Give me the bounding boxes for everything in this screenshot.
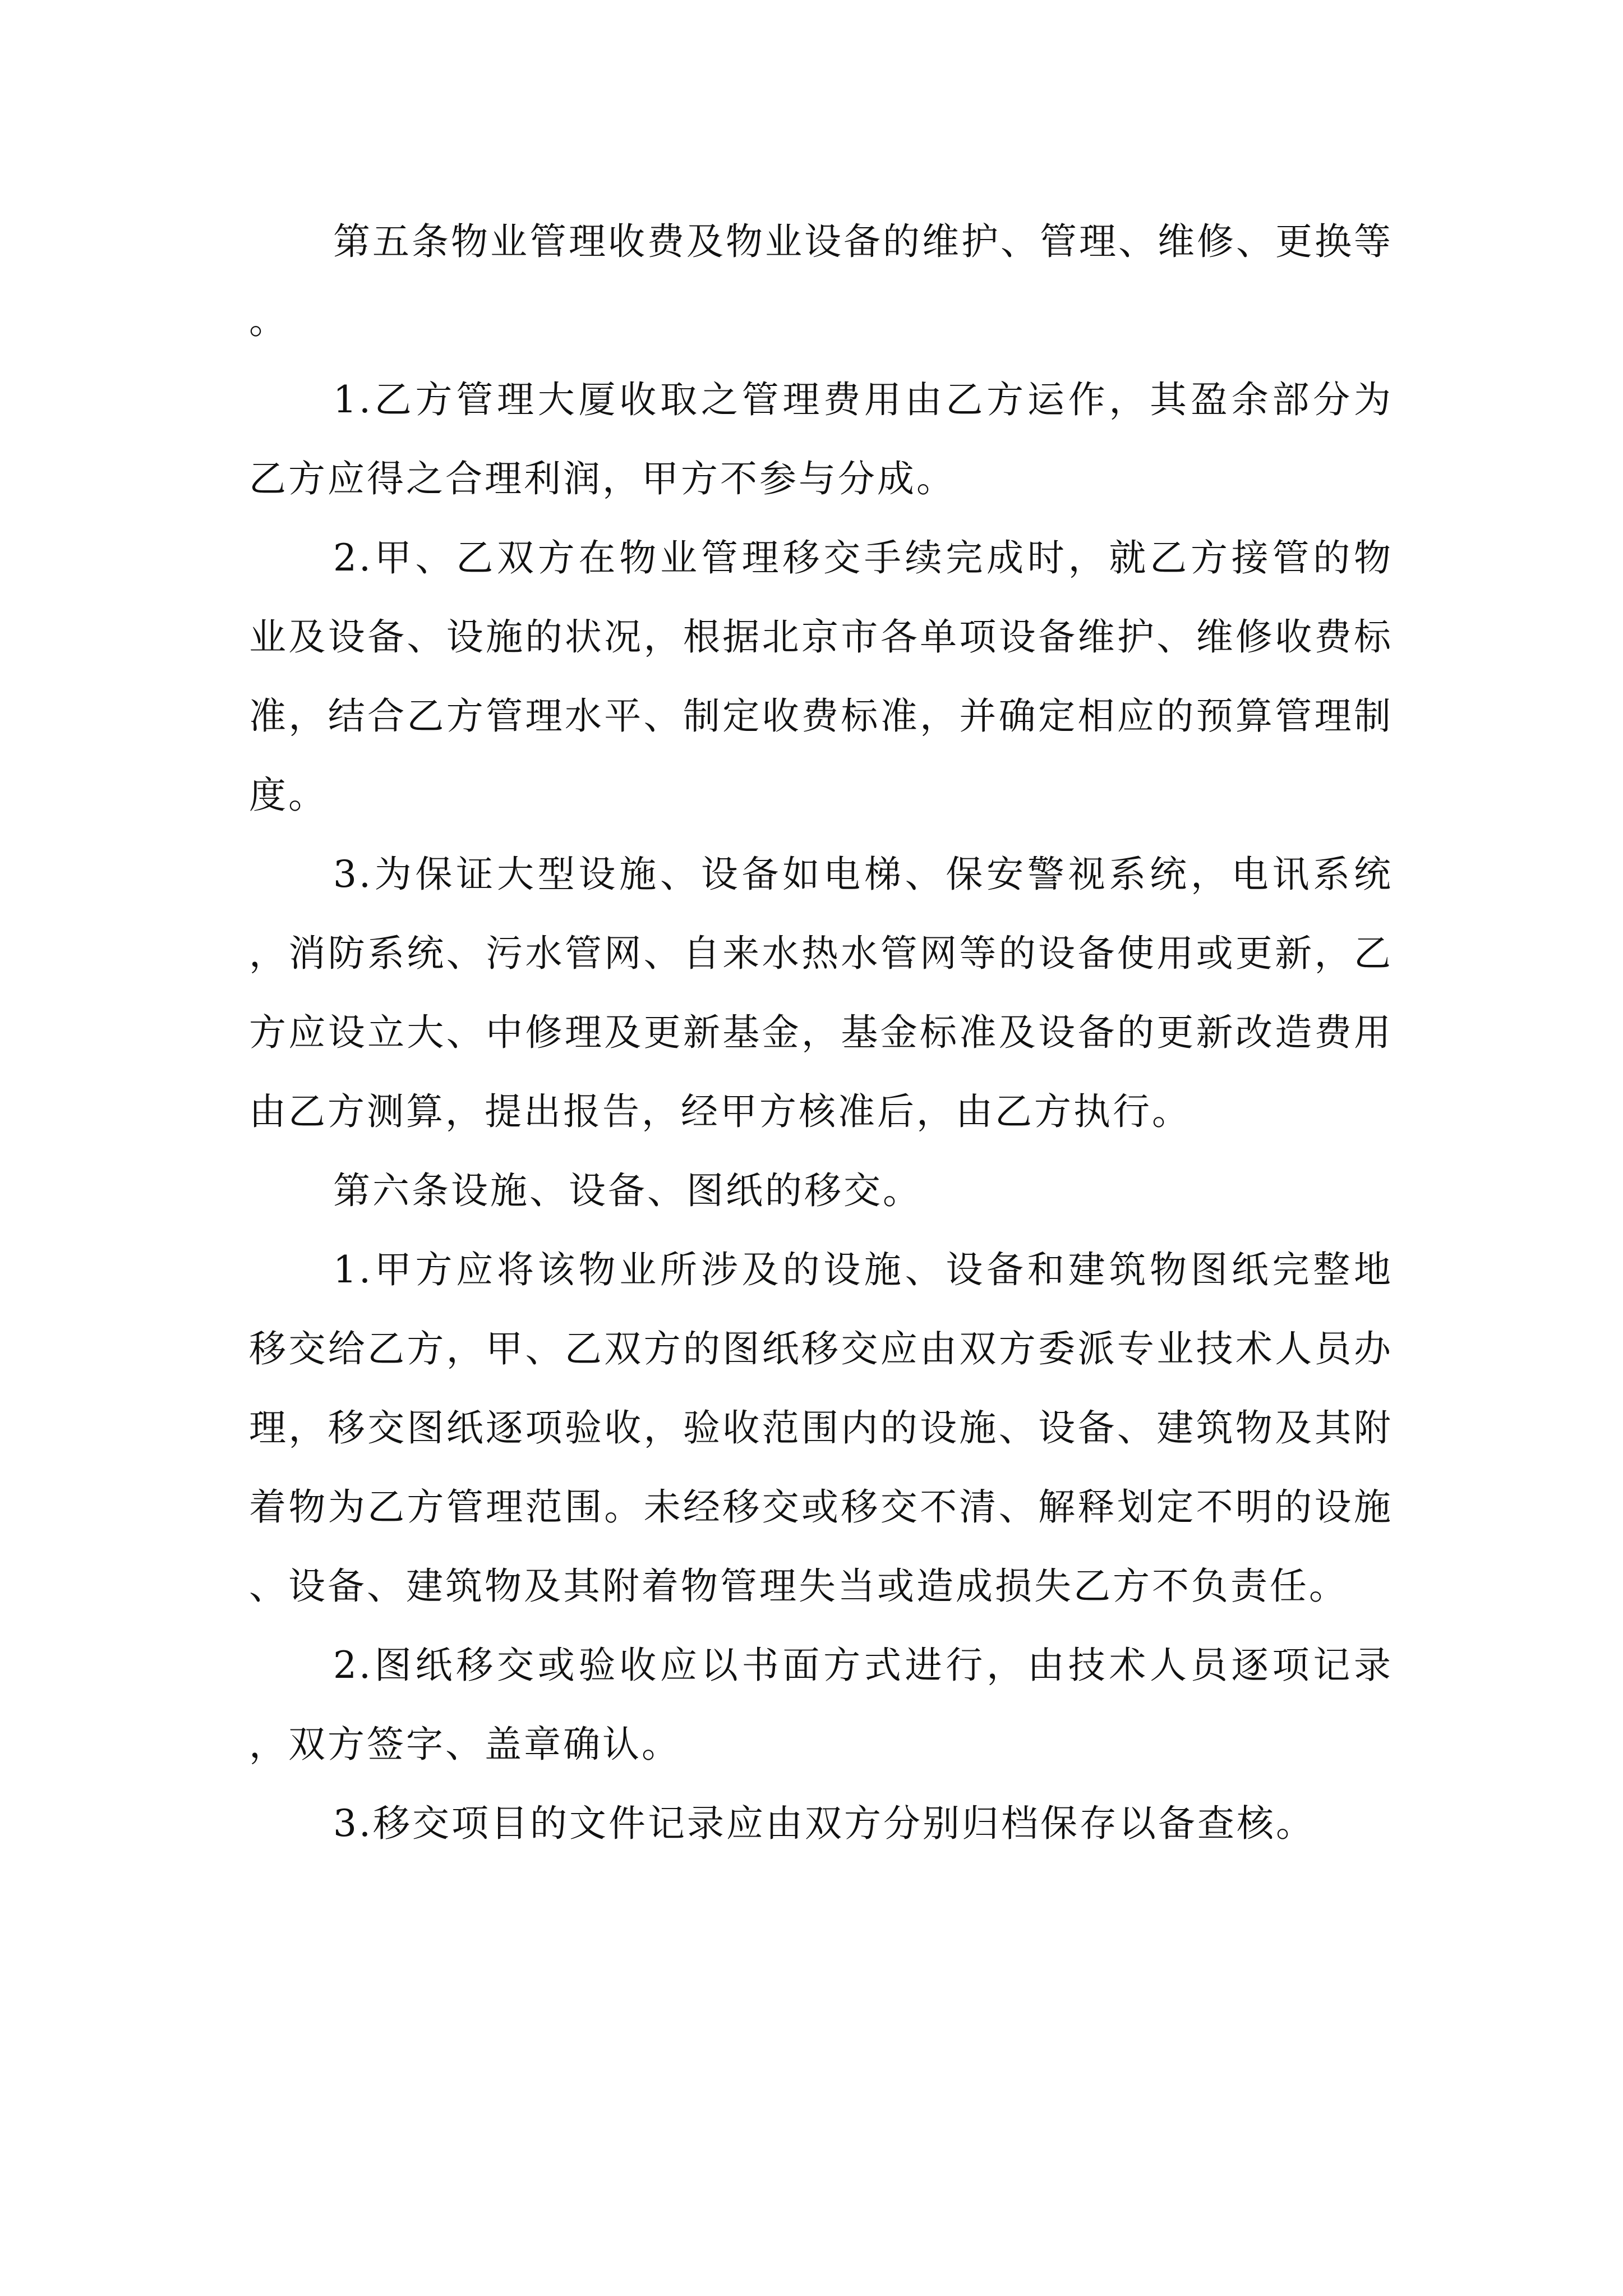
paragraph-article-5-item-2: 2.甲、乙双方在物业管理移交手续完成时，就乙方接管的物业及设备、设施的状况，根据北京市各单项设备维护、维修收费标准，结合乙方管理水平、制定收费标准，并确定相应的预算管理制度。 [249, 536, 1393, 817]
paragraph-article-6-item-2: 2.图纸移交或验收应以书面方式进行，由技术人员逐项记录，双方签字、盖章确认。 [249, 1644, 1393, 1766]
paragraph-article-5-heading: 第五条物业管理收费及物业设备的维护、管理、维修、更换等。 [249, 220, 1393, 342]
document-body [249, 202, 1393, 1863]
paragraph-article-5-item-1: 1.乙方管理大厦收取之管理费用由乙方运作，其盈余部分为乙方应得之合理利润，甲方不参与分成。 [249, 378, 1393, 500]
paragraph-article-6-item-3: 3.移交项目的文件记录应由双方分别归档保存以备查核。 [333, 1802, 1315, 1845]
paragraph-article-6-item-1: 1.甲方应将该物业所涉及的设施、设备和建筑物图纸完整地移交给乙方，甲、乙双方的图纸移交应由双方委派专业技术人员办理，移交图纸逐项验收，验收范围内的设施、设备、建筑物及其附着物为乙方管理范围。未经移交或移交不清、解释划定不明的设施、设备、建筑物及其附着物管理失当或造成损失乙方不负责任。 [249, 1248, 1393, 1608]
paragraph-article-6-heading: 第六条设施、设备、图纸的移交。 [333, 1169, 922, 1212]
paragraph-article-5-item-3: 3.为保证大型设施、设备如电梯、保安警视系统，电讯系统，消防系统、污水管网、自来水热水管网等的设备使用或更新，乙方应设立大、中修理及更新基金，基金标准及设备的更新改造费用由乙方测算，提出报告，经甲方核准后，由乙方执行。 [249, 853, 1393, 1133]
